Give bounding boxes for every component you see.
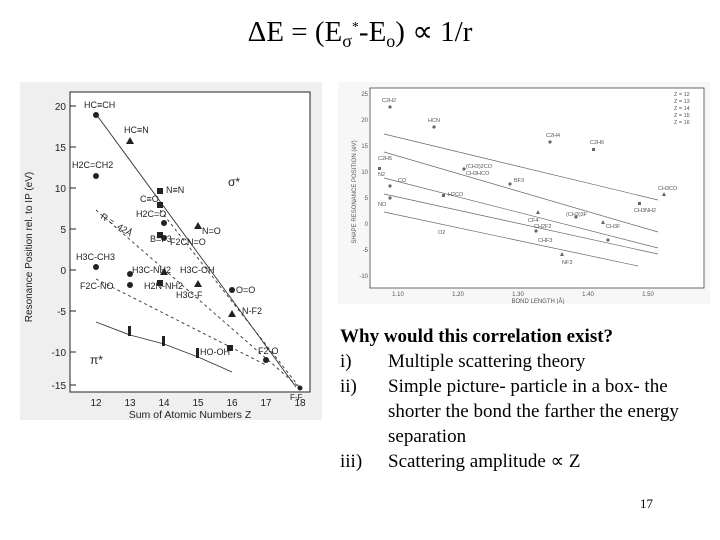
svg-text:CH3CO: CH3CO [658,186,678,192]
svg-text:C2H2: C2H2 [382,98,397,104]
svg-text:(CH3)3F: (CH3)3F [566,212,588,218]
svg-text:Z = 12: Z = 12 [674,92,690,98]
svg-text:HC≡N: HC≡N [124,125,149,135]
svg-text:BF3: BF3 [514,178,525,184]
svg-text:CH3NH2: CH3NH2 [634,208,657,214]
svg-text:Z = 16: Z = 16 [674,120,690,126]
svg-text:F2-O: F2-O [258,346,279,356]
svg-text:CO: CO [398,178,407,184]
svg-text:-5: -5 [57,307,66,318]
svg-text:C2H6: C2H6 [590,140,605,146]
list-item-number: iii) [340,451,363,472]
svg-text:15: 15 [361,144,368,150]
left-figure [20,82,322,420]
svg-text:20: 20 [54,102,66,113]
svg-text:Z = 15: Z = 15 [674,113,690,119]
svg-text:0: 0 [364,222,368,228]
svg-text:CHF3: CHF3 [538,238,553,244]
svg-text:σ*: σ* [228,175,241,189]
list-item [340,374,715,449]
svg-text:C≡O: C≡O [140,194,159,204]
svg-text:-15: -15 [51,381,66,392]
svg-text:CH2F2: CH2F2 [534,224,552,230]
discussion-text [340,324,715,474]
svg-text:1.50: 1.50 [642,292,654,298]
svg-text:Z = 14: Z = 14 [674,106,690,112]
svg-text:N-F2: N-F2 [242,306,262,316]
svg-text:1.10: 1.10 [392,292,404,298]
svg-text:H2C=O: H2C=O [136,209,167,219]
svg-text:H2CO: H2CO [448,192,464,198]
svg-text:F-F: F-F [290,393,303,402]
left-y-axis-label: Resonance Position rel. to IP (eV) [24,171,35,323]
slide-title: $\Delta E = (E_\sigma^*-E_o) \propto 1/r$ [247,16,473,51]
svg-text:16: 16 [226,398,238,409]
svg-text:-10: -10 [51,348,66,359]
svg-text:C2H4: C2H4 [546,133,561,139]
list-item [340,349,715,374]
svg-text:17: 17 [260,398,272,409]
svg-text:N≡N: N≡N [166,185,185,195]
svg-text:HC≡CH: HC≡CH [84,100,116,110]
svg-text:R = .42Å: R = .42Å [98,211,135,239]
page-number: 17 [640,496,653,511]
svg-text:18: 18 [294,398,306,409]
svg-text:(CH3)2CO: (CH3)2CO [466,164,492,170]
left-x-axis-label: Sum of Atomic Numbers Z [128,409,252,420]
svg-text:CF4: CF4 [528,218,539,224]
svg-text:H3C-NH2: H3C-NH2 [132,265,172,275]
svg-text:-10: -10 [359,274,368,280]
svg-text:H2C=CH2: H2C=CH2 [72,160,114,170]
list-item-text: Scattering amplitude ∝ Z [388,451,581,472]
list-item-number: i) [340,351,352,372]
svg-text:1.30: 1.30 [512,292,524,298]
right-figure [338,82,710,304]
left-x-ticks [90,398,306,409]
svg-text:13: 13 [124,398,136,409]
left-figure-plot [20,82,322,420]
svg-text:N2: N2 [378,172,386,178]
svg-text:10: 10 [361,170,368,176]
svg-text:-5: -5 [362,248,368,254]
right-figure-plot [338,82,710,304]
svg-text:N=O: N=O [202,226,221,236]
svg-text:0: 0 [60,266,66,277]
svg-text:NO: NO [378,202,387,208]
svg-text:14: 14 [158,398,170,409]
svg-text:5: 5 [60,225,66,236]
svg-text:H3C-OH: H3C-OH [180,265,215,275]
svg-text:π*: π* [90,353,103,367]
right-y-axis-label: SHAPE RESONANCE POSITION (eV) [352,140,358,244]
svg-text:H2N-NH2: H2N-NH2 [144,281,184,291]
svg-text:20: 20 [361,118,368,124]
svg-text:HO-OH: HO-OH [200,347,230,357]
svg-text:1.20: 1.20 [452,292,464,298]
svg-text:12: 12 [90,398,102,409]
svg-text:Z = 13: Z = 13 [674,99,690,105]
svg-text:1.40: 1.40 [582,292,594,298]
svg-text:5: 5 [364,196,368,202]
question-text: Why would this correlation exist? [340,326,614,347]
svg-text:H3C-CH3: H3C-CH3 [76,252,116,262]
svg-text:O2: O2 [438,230,446,236]
right-x-ticks [392,292,654,298]
svg-text:15: 15 [192,398,204,409]
svg-text:25: 25 [361,92,368,98]
svg-text:15: 15 [54,143,66,154]
svg-text:C2H5: C2H5 [378,156,393,162]
list-item-text: Simple picture- particle in a box- the shorter the bond the farther the energy separation [388,376,679,447]
svg-text:O=O: O=O [236,285,256,295]
svg-text:H3C-F: H3C-F [176,290,203,300]
svg-text:B=F3: B=F3 [150,234,172,244]
list-item-number: ii) [340,376,357,397]
list-item [340,449,715,474]
svg-text:HCN: HCN [428,118,440,124]
list-item-text: Multiple scattering theory [388,351,586,372]
right-legend [674,92,690,126]
svg-text:NF3: NF3 [562,260,573,266]
svg-text:CH3F: CH3F [606,224,621,230]
right-y-ticks [359,92,368,280]
svg-text:F2CN=O: F2CN=O [170,237,206,247]
right-x-axis-label: BOND LENGTH (Å) [511,299,565,304]
svg-text:F2C-NO: F2C-NO [80,281,114,291]
svg-text:10: 10 [54,184,66,195]
svg-text:CH3HCO: CH3HCO [466,171,490,177]
